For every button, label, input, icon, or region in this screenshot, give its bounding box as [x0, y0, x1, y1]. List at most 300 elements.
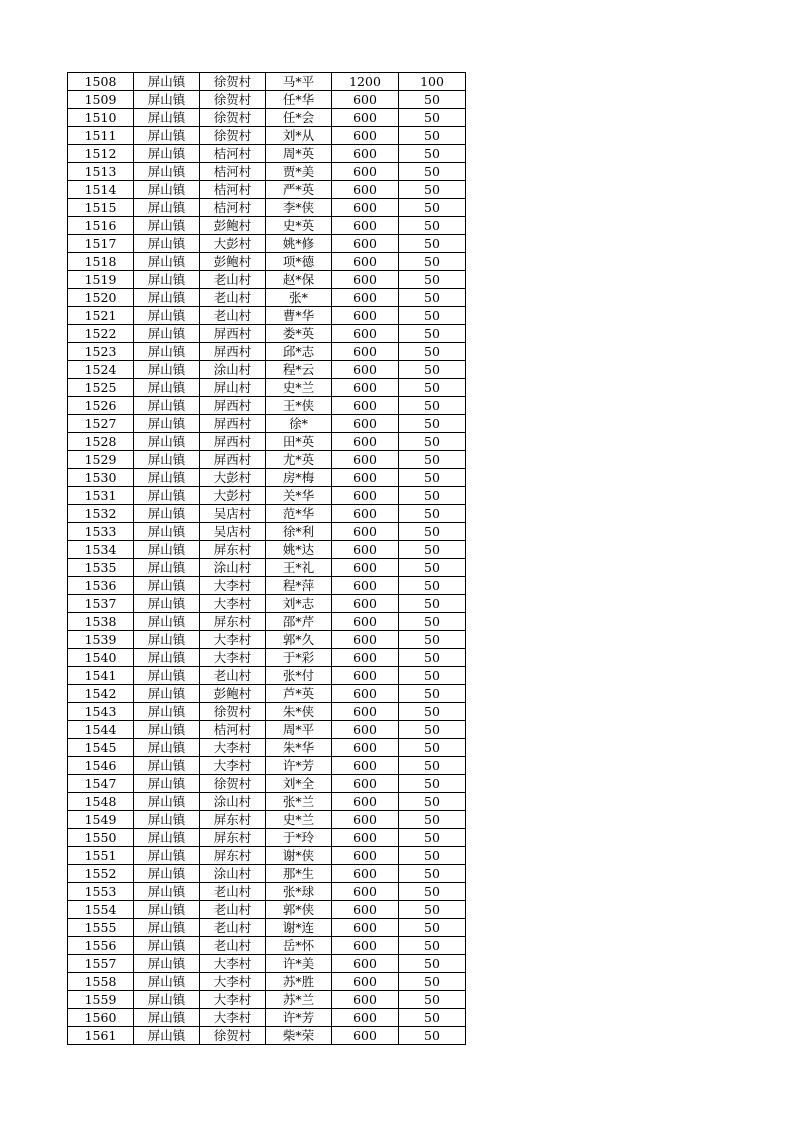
cell-serial-number: 1531	[68, 487, 134, 505]
cell-amount: 600	[332, 811, 399, 829]
cell-amount: 600	[332, 379, 399, 397]
cell-subsidy: 50	[399, 343, 466, 361]
cell-village: 大彭村	[200, 487, 266, 505]
cell-subsidy: 50	[399, 721, 466, 739]
cell-serial-number: 1556	[68, 937, 134, 955]
cell-serial-number: 1543	[68, 703, 134, 721]
table-row	[68, 811, 466, 829]
table-row	[68, 703, 466, 721]
table-row	[68, 865, 466, 883]
cell-person-name: 程*云	[266, 361, 332, 379]
table-row	[68, 235, 466, 253]
cell-amount: 600	[332, 703, 399, 721]
cell-town: 屏山镇	[134, 775, 200, 793]
table-row	[68, 109, 466, 127]
cell-village: 大李村	[200, 1009, 266, 1027]
cell-amount: 600	[332, 649, 399, 667]
cell-town: 屏山镇	[134, 469, 200, 487]
table-row	[68, 757, 466, 775]
cell-person-name: 苏*兰	[266, 991, 332, 1009]
cell-serial-number: 1547	[68, 775, 134, 793]
data-table	[67, 72, 466, 1045]
cell-amount: 600	[332, 343, 399, 361]
cell-town: 屏山镇	[134, 793, 200, 811]
cell-amount: 600	[332, 883, 399, 901]
cell-village: 屏东村	[200, 847, 266, 865]
cell-serial-number: 1528	[68, 433, 134, 451]
cell-person-name: 徐*	[266, 415, 332, 433]
table-row	[68, 919, 466, 937]
cell-person-name: 郭*久	[266, 631, 332, 649]
cell-amount: 600	[332, 253, 399, 271]
table-row	[68, 1009, 466, 1027]
cell-person-name: 朱*侠	[266, 703, 332, 721]
cell-subsidy: 50	[399, 379, 466, 397]
cell-town: 屏山镇	[134, 685, 200, 703]
cell-subsidy: 50	[399, 739, 466, 757]
cell-town: 屏山镇	[134, 721, 200, 739]
cell-amount: 600	[332, 793, 399, 811]
cell-village: 徐贺村	[200, 775, 266, 793]
cell-subsidy: 50	[399, 523, 466, 541]
table-row	[68, 91, 466, 109]
cell-town: 屏山镇	[134, 163, 200, 181]
cell-town: 屏山镇	[134, 973, 200, 991]
table-row	[68, 973, 466, 991]
cell-town: 屏山镇	[134, 397, 200, 415]
cell-serial-number: 1557	[68, 955, 134, 973]
cell-subsidy: 50	[399, 505, 466, 523]
cell-amount: 600	[332, 739, 399, 757]
cell-village: 桔河村	[200, 181, 266, 199]
cell-village: 桔河村	[200, 199, 266, 217]
cell-serial-number: 1535	[68, 559, 134, 577]
cell-village: 老山村	[200, 667, 266, 685]
cell-serial-number: 1560	[68, 1009, 134, 1027]
cell-subsidy: 50	[399, 757, 466, 775]
cell-serial-number: 1515	[68, 199, 134, 217]
table-row	[68, 739, 466, 757]
cell-person-name: 邵*芹	[266, 613, 332, 631]
cell-subsidy: 50	[399, 829, 466, 847]
cell-person-name: 史*兰	[266, 811, 332, 829]
cell-subsidy: 50	[399, 451, 466, 469]
cell-serial-number: 1558	[68, 973, 134, 991]
cell-person-name: 于*彩	[266, 649, 332, 667]
cell-town: 屏山镇	[134, 613, 200, 631]
cell-village: 大李村	[200, 649, 266, 667]
cell-person-name: 张*付	[266, 667, 332, 685]
cell-village: 吴店村	[200, 523, 266, 541]
cell-town: 屏山镇	[134, 217, 200, 235]
cell-serial-number: 1512	[68, 145, 134, 163]
cell-person-name: 项*德	[266, 253, 332, 271]
cell-person-name: 张*	[266, 289, 332, 307]
cell-serial-number: 1548	[68, 793, 134, 811]
cell-amount: 600	[332, 775, 399, 793]
cell-serial-number: 1542	[68, 685, 134, 703]
cell-town: 屏山镇	[134, 307, 200, 325]
cell-village: 彭鲍村	[200, 217, 266, 235]
cell-town: 屏山镇	[134, 181, 200, 199]
cell-subsidy: 50	[399, 973, 466, 991]
cell-town: 屏山镇	[134, 505, 200, 523]
cell-village: 屏西村	[200, 397, 266, 415]
cell-person-name: 范*华	[266, 505, 332, 523]
cell-person-name: 刘*志	[266, 595, 332, 613]
cell-serial-number: 1518	[68, 253, 134, 271]
cell-amount: 600	[332, 829, 399, 847]
cell-serial-number: 1520	[68, 289, 134, 307]
cell-amount: 600	[332, 901, 399, 919]
cell-subsidy: 50	[399, 163, 466, 181]
cell-subsidy: 50	[399, 361, 466, 379]
cell-village: 涂山村	[200, 559, 266, 577]
cell-serial-number: 1550	[68, 829, 134, 847]
table-row	[68, 433, 466, 451]
cell-subsidy: 50	[399, 955, 466, 973]
cell-subsidy: 50	[399, 919, 466, 937]
cell-serial-number: 1508	[68, 73, 134, 91]
cell-town: 屏山镇	[134, 937, 200, 955]
cell-town: 屏山镇	[134, 127, 200, 145]
cell-person-name: 任*华	[266, 91, 332, 109]
cell-person-name: 田*英	[266, 433, 332, 451]
cell-amount: 600	[332, 721, 399, 739]
cell-village: 大李村	[200, 595, 266, 613]
cell-subsidy: 50	[399, 541, 466, 559]
cell-serial-number: 1555	[68, 919, 134, 937]
cell-amount: 600	[332, 109, 399, 127]
table-row	[68, 253, 466, 271]
cell-person-name: 程*萍	[266, 577, 332, 595]
table-row	[68, 613, 466, 631]
cell-amount: 1200	[332, 73, 399, 91]
table-row	[68, 505, 466, 523]
cell-subsidy: 50	[399, 775, 466, 793]
cell-amount: 600	[332, 1009, 399, 1027]
cell-village: 彭鲍村	[200, 253, 266, 271]
cell-amount: 600	[332, 181, 399, 199]
cell-town: 屏山镇	[134, 865, 200, 883]
cell-town: 屏山镇	[134, 235, 200, 253]
cell-person-name: 关*华	[266, 487, 332, 505]
cell-person-name: 芦*英	[266, 685, 332, 703]
cell-town: 屏山镇	[134, 829, 200, 847]
cell-serial-number: 1532	[68, 505, 134, 523]
cell-person-name: 赵*保	[266, 271, 332, 289]
cell-village: 老山村	[200, 271, 266, 289]
table-row	[68, 559, 466, 577]
table-row	[68, 127, 466, 145]
cell-village: 桔河村	[200, 721, 266, 739]
cell-amount: 600	[332, 199, 399, 217]
cell-person-name: 史*兰	[266, 379, 332, 397]
cell-village: 大李村	[200, 577, 266, 595]
cell-serial-number: 1529	[68, 451, 134, 469]
cell-serial-number: 1537	[68, 595, 134, 613]
cell-subsidy: 50	[399, 325, 466, 343]
cell-person-name: 张*球	[266, 883, 332, 901]
cell-amount: 600	[332, 577, 399, 595]
cell-serial-number: 1527	[68, 415, 134, 433]
cell-subsidy: 50	[399, 577, 466, 595]
cell-person-name: 刘*从	[266, 127, 332, 145]
cell-serial-number: 1544	[68, 721, 134, 739]
cell-town: 屏山镇	[134, 883, 200, 901]
cell-person-name: 郭*侠	[266, 901, 332, 919]
table-row	[68, 667, 466, 685]
cell-village: 涂山村	[200, 865, 266, 883]
cell-amount: 600	[332, 289, 399, 307]
cell-village: 桔河村	[200, 163, 266, 181]
table-row	[68, 487, 466, 505]
cell-village: 徐贺村	[200, 1027, 266, 1045]
cell-person-name: 贾*美	[266, 163, 332, 181]
cell-village: 老山村	[200, 307, 266, 325]
table-row	[68, 379, 466, 397]
cell-town: 屏山镇	[134, 271, 200, 289]
table-row	[68, 271, 466, 289]
cell-serial-number: 1523	[68, 343, 134, 361]
cell-subsidy: 50	[399, 109, 466, 127]
cell-serial-number: 1522	[68, 325, 134, 343]
cell-village: 桔河村	[200, 145, 266, 163]
cell-amount: 600	[332, 505, 399, 523]
table-row	[68, 937, 466, 955]
cell-village: 大李村	[200, 973, 266, 991]
table-row	[68, 217, 466, 235]
cell-town: 屏山镇	[134, 595, 200, 613]
cell-village: 吴店村	[200, 505, 266, 523]
cell-village: 大彭村	[200, 235, 266, 253]
cell-town: 屏山镇	[134, 253, 200, 271]
cell-subsidy: 50	[399, 217, 466, 235]
cell-village: 屏西村	[200, 325, 266, 343]
cell-subsidy: 50	[399, 181, 466, 199]
cell-subsidy: 50	[399, 613, 466, 631]
cell-village: 屏山村	[200, 379, 266, 397]
cell-subsidy: 50	[399, 91, 466, 109]
table-row	[68, 451, 466, 469]
cell-village: 老山村	[200, 901, 266, 919]
cell-serial-number: 1553	[68, 883, 134, 901]
cell-serial-number: 1540	[68, 649, 134, 667]
cell-amount: 600	[332, 91, 399, 109]
table-row	[68, 145, 466, 163]
cell-person-name: 周*英	[266, 145, 332, 163]
cell-subsidy: 50	[399, 703, 466, 721]
cell-serial-number: 1513	[68, 163, 134, 181]
cell-village: 涂山村	[200, 361, 266, 379]
cell-serial-number: 1530	[68, 469, 134, 487]
cell-village: 大李村	[200, 991, 266, 1009]
table-row	[68, 991, 466, 1009]
table-row	[68, 415, 466, 433]
table-row	[68, 361, 466, 379]
table-row	[68, 73, 466, 91]
table-body	[68, 73, 466, 1045]
cell-amount: 600	[332, 415, 399, 433]
table-row	[68, 775, 466, 793]
cell-village: 徐贺村	[200, 109, 266, 127]
cell-subsidy: 50	[399, 397, 466, 415]
cell-town: 屏山镇	[134, 991, 200, 1009]
cell-amount: 600	[332, 361, 399, 379]
table-row	[68, 955, 466, 973]
cell-person-name: 朱*华	[266, 739, 332, 757]
cell-serial-number: 1559	[68, 991, 134, 1009]
table-row	[68, 577, 466, 595]
cell-amount: 600	[332, 433, 399, 451]
table-row	[68, 595, 466, 613]
cell-subsidy: 100	[399, 73, 466, 91]
cell-subsidy: 50	[399, 127, 466, 145]
cell-subsidy: 50	[399, 937, 466, 955]
cell-town: 屏山镇	[134, 955, 200, 973]
cell-amount: 600	[332, 235, 399, 253]
table-row	[68, 1027, 466, 1045]
cell-subsidy: 50	[399, 847, 466, 865]
cell-village: 屏东村	[200, 541, 266, 559]
cell-subsidy: 50	[399, 487, 466, 505]
table-row	[68, 307, 466, 325]
cell-town: 屏山镇	[134, 739, 200, 757]
cell-serial-number: 1517	[68, 235, 134, 253]
cell-subsidy: 50	[399, 415, 466, 433]
cell-amount: 600	[332, 865, 399, 883]
cell-town: 屏山镇	[134, 541, 200, 559]
cell-person-name: 谢*连	[266, 919, 332, 937]
cell-person-name: 曹*华	[266, 307, 332, 325]
table-row	[68, 541, 466, 559]
cell-amount: 600	[332, 847, 399, 865]
table-row	[68, 343, 466, 361]
cell-town: 屏山镇	[134, 361, 200, 379]
cell-subsidy: 50	[399, 145, 466, 163]
cell-serial-number: 1539	[68, 631, 134, 649]
table-row	[68, 397, 466, 415]
cell-serial-number: 1536	[68, 577, 134, 595]
cell-town: 屏山镇	[134, 577, 200, 595]
cell-subsidy: 50	[399, 793, 466, 811]
cell-person-name: 许*美	[266, 955, 332, 973]
cell-person-name: 周*平	[266, 721, 332, 739]
cell-town: 屏山镇	[134, 523, 200, 541]
cell-town: 屏山镇	[134, 919, 200, 937]
cell-town: 屏山镇	[134, 343, 200, 361]
cell-subsidy: 50	[399, 901, 466, 919]
cell-amount: 600	[332, 757, 399, 775]
cell-person-name: 马*平	[266, 73, 332, 91]
cell-town: 屏山镇	[134, 559, 200, 577]
cell-amount: 600	[332, 1027, 399, 1045]
cell-serial-number: 1534	[68, 541, 134, 559]
cell-subsidy: 50	[399, 235, 466, 253]
cell-amount: 600	[332, 685, 399, 703]
cell-person-name: 王*礼	[266, 559, 332, 577]
cell-serial-number: 1546	[68, 757, 134, 775]
cell-person-name: 许*芳	[266, 1009, 332, 1027]
cell-amount: 600	[332, 667, 399, 685]
cell-subsidy: 50	[399, 199, 466, 217]
cell-town: 屏山镇	[134, 199, 200, 217]
cell-person-name: 张*兰	[266, 793, 332, 811]
cell-town: 屏山镇	[134, 451, 200, 469]
cell-town: 屏山镇	[134, 379, 200, 397]
cell-town: 屏山镇	[134, 145, 200, 163]
cell-person-name: 徐*利	[266, 523, 332, 541]
cell-town: 屏山镇	[134, 631, 200, 649]
cell-person-name: 于*玲	[266, 829, 332, 847]
cell-serial-number: 1552	[68, 865, 134, 883]
table-row	[68, 325, 466, 343]
cell-amount: 600	[332, 613, 399, 631]
cell-serial-number: 1554	[68, 901, 134, 919]
cell-amount: 600	[332, 451, 399, 469]
cell-serial-number: 1526	[68, 397, 134, 415]
cell-serial-number: 1516	[68, 217, 134, 235]
cell-serial-number: 1524	[68, 361, 134, 379]
cell-subsidy: 50	[399, 631, 466, 649]
cell-town: 屏山镇	[134, 757, 200, 775]
cell-village: 屏东村	[200, 811, 266, 829]
cell-amount: 600	[332, 937, 399, 955]
cell-subsidy: 50	[399, 811, 466, 829]
table-row	[68, 685, 466, 703]
cell-subsidy: 50	[399, 307, 466, 325]
cell-amount: 600	[332, 325, 399, 343]
cell-amount: 600	[332, 271, 399, 289]
cell-person-name: 苏*胜	[266, 973, 332, 991]
cell-subsidy: 50	[399, 865, 466, 883]
cell-person-name: 李*侠	[266, 199, 332, 217]
cell-serial-number: 1511	[68, 127, 134, 145]
cell-person-name: 任*会	[266, 109, 332, 127]
cell-village: 徐贺村	[200, 91, 266, 109]
cell-village: 大李村	[200, 757, 266, 775]
cell-serial-number: 1551	[68, 847, 134, 865]
cell-subsidy: 50	[399, 1009, 466, 1027]
cell-amount: 600	[332, 631, 399, 649]
cell-village: 大彭村	[200, 469, 266, 487]
cell-subsidy: 50	[399, 685, 466, 703]
cell-person-name: 柴*荣	[266, 1027, 332, 1045]
cell-serial-number: 1514	[68, 181, 134, 199]
cell-town: 屏山镇	[134, 847, 200, 865]
cell-town: 屏山镇	[134, 325, 200, 343]
cell-serial-number: 1525	[68, 379, 134, 397]
cell-village: 屏东村	[200, 613, 266, 631]
cell-town: 屏山镇	[134, 487, 200, 505]
table-row	[68, 649, 466, 667]
cell-town: 屏山镇	[134, 667, 200, 685]
cell-person-name: 尤*英	[266, 451, 332, 469]
cell-serial-number: 1538	[68, 613, 134, 631]
cell-serial-number: 1533	[68, 523, 134, 541]
table-row	[68, 631, 466, 649]
table-row	[68, 901, 466, 919]
cell-amount: 600	[332, 469, 399, 487]
cell-person-name: 姚*达	[266, 541, 332, 559]
cell-serial-number: 1519	[68, 271, 134, 289]
cell-town: 屏山镇	[134, 1009, 200, 1027]
cell-serial-number: 1510	[68, 109, 134, 127]
cell-subsidy: 50	[399, 595, 466, 613]
cell-town: 屏山镇	[134, 433, 200, 451]
cell-village: 彭鲍村	[200, 685, 266, 703]
cell-amount: 600	[332, 559, 399, 577]
